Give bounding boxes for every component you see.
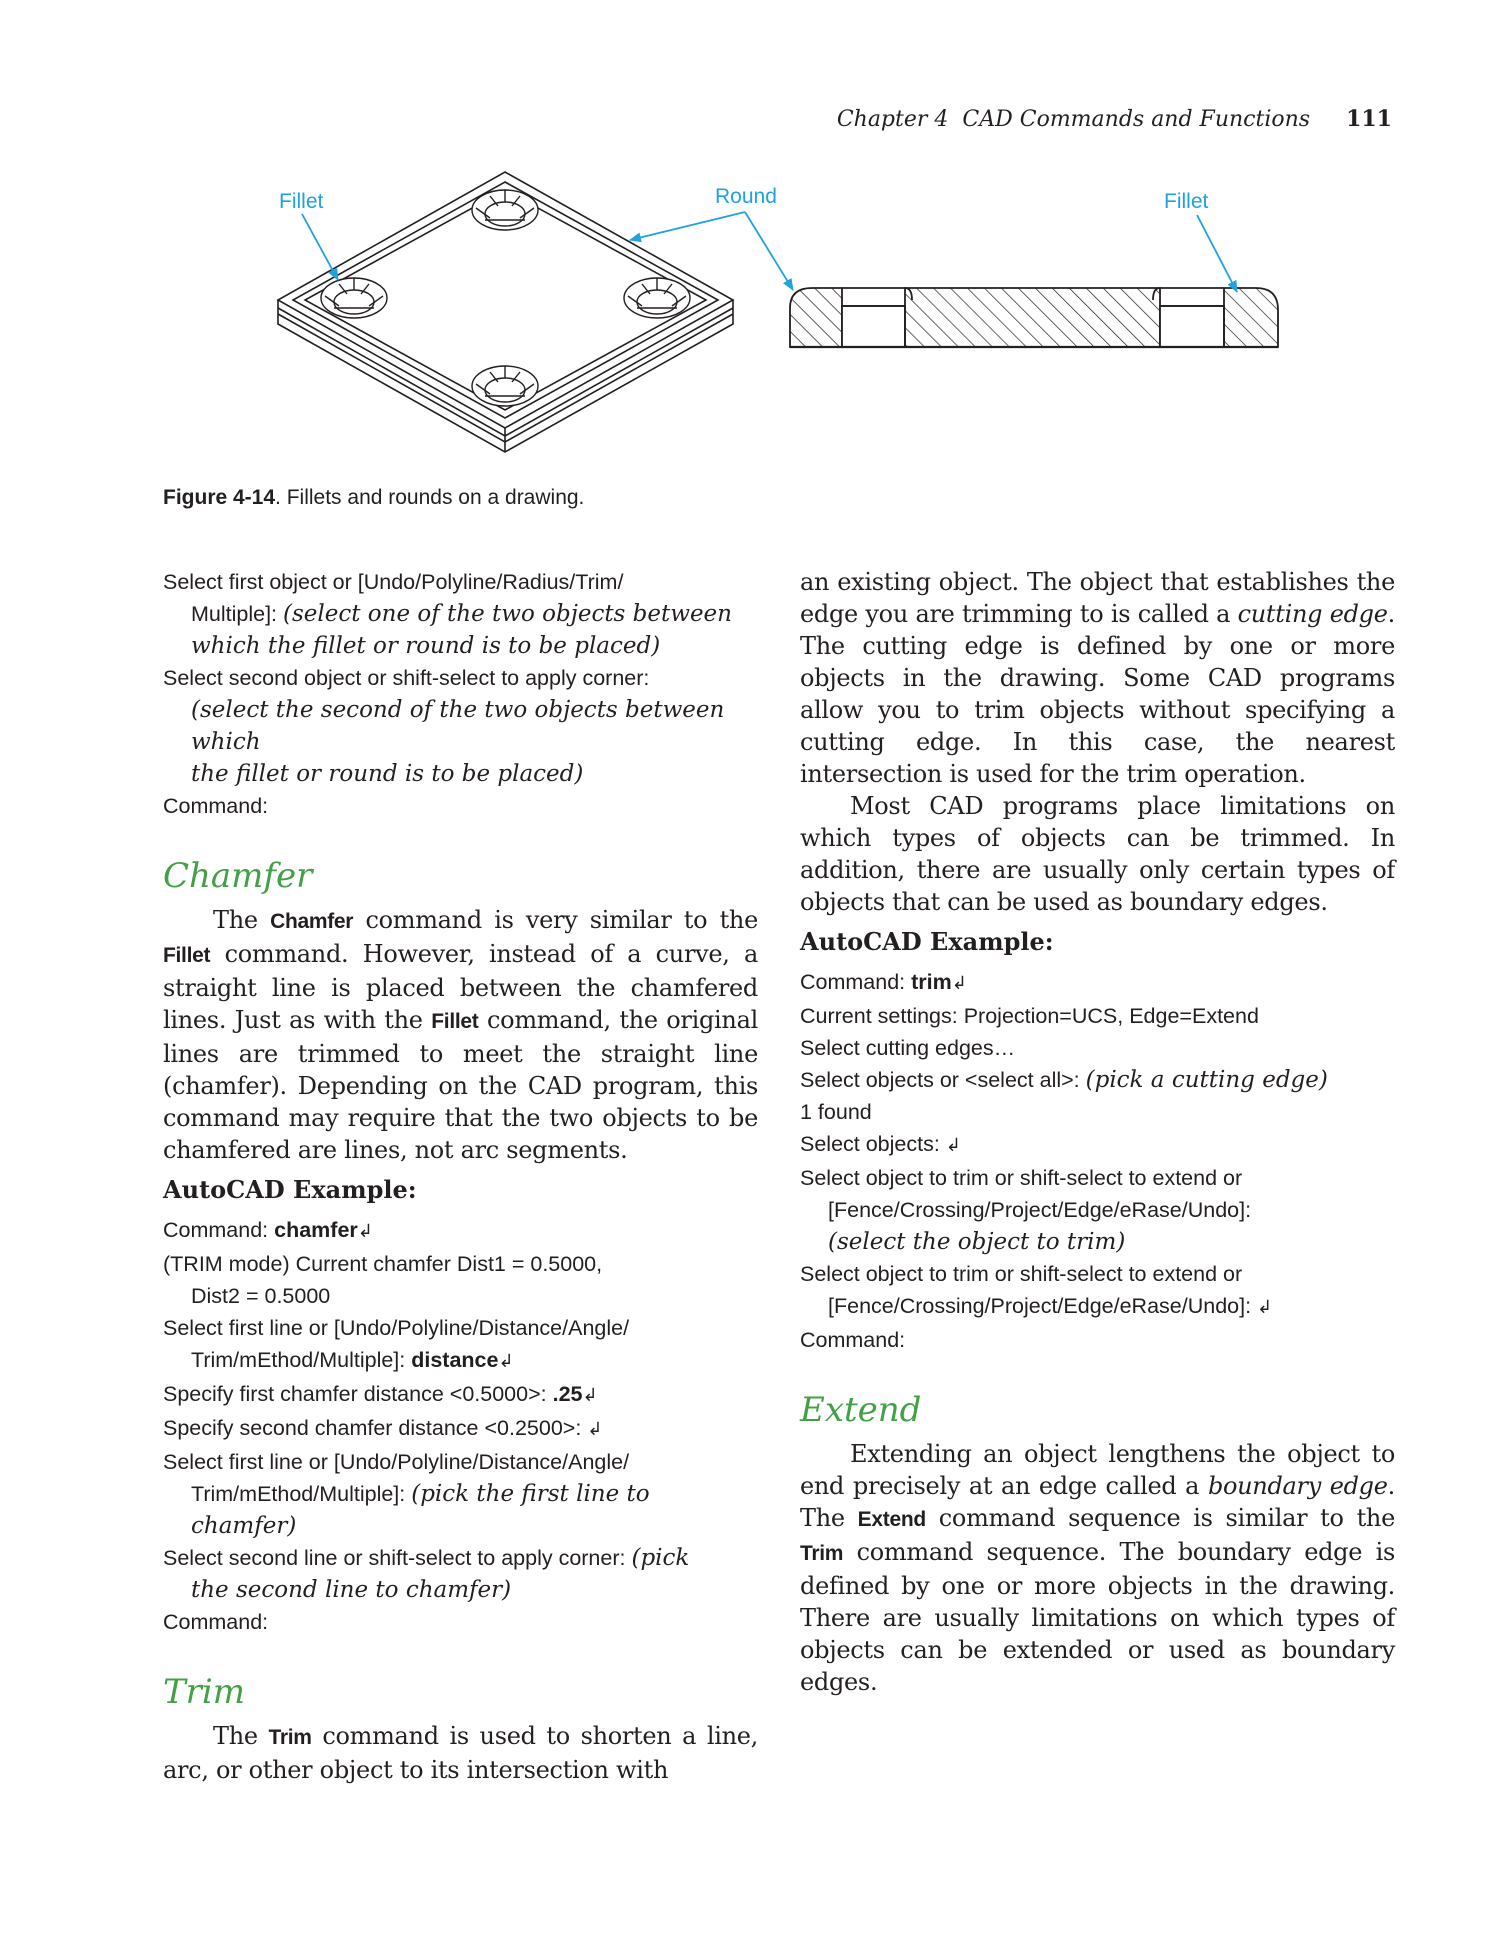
fillet-command-prompt [163, 566, 758, 822]
left-column [163, 566, 758, 1786]
chamfer-command-line [163, 1542, 758, 1574]
instruction-text: the second line to chamfer) [191, 1577, 512, 1603]
figure-4-14 [0, 0, 1502, 480]
prompt-text: (TRIM mode) Current chamfer Dist1 = 0.5000, [163, 1252, 603, 1276]
trim-command-line [800, 1290, 1395, 1324]
page-number: 111 [1346, 106, 1392, 132]
trim-command-sequence [800, 966, 1395, 1356]
prompt-text: Command: [800, 970, 912, 994]
chamfer-paragraph: The Chamfer command is very similar to the Fillet command. However, instead of a curve, a straight line is placed between the chamfered lines. Just as with the Fillet command, the original lines are trimmed to meet the straight line (chamfer). Depending on the CAD program, this command may require that the two objects to be chamfered are lines, not arc segments. [163, 906, 758, 1164]
callout-fillet-right: Fillet [1164, 190, 1209, 213]
instruction-text: (select the second of the two objects between which [191, 697, 725, 755]
enter-key-icon: ↲ [951, 973, 967, 994]
chamfer-command-line [163, 1280, 758, 1312]
figure-drawing [0, 0, 1502, 480]
instruction-text: (select the object to trim) [828, 1229, 1126, 1255]
trim-command-line [800, 1226, 1395, 1258]
callout-round: Round [715, 185, 777, 208]
chamfer-command-line [163, 1574, 758, 1606]
trim-command-line [800, 966, 1395, 1000]
user-input: distance [411, 1348, 499, 1372]
trim-limitations-paragraph: Most CAD programs place limitations on which types of objects can be trimmed. In addition, there are usually only certain types of objects that can be used as boundary edges. [800, 792, 1395, 916]
prompt-text: Multiple]: [191, 602, 284, 626]
section-view [790, 288, 1278, 347]
chamfer-command-line [163, 1214, 758, 1248]
enter-key-icon: ↲ [582, 1385, 598, 1406]
prompt-text: Trim/mEthod/Multiple]: [191, 1482, 412, 1506]
chamfer-heading: Chamfer [163, 856, 313, 896]
instruction-text: (pick [631, 1545, 690, 1571]
instruction-text: (pick the first line to [411, 1481, 650, 1507]
prompt-text: Dist2 = 0.5000 [191, 1284, 331, 1308]
trim-command-line [800, 1258, 1395, 1290]
trim-command-line [800, 1194, 1395, 1226]
chamfer-command-line [163, 1412, 758, 1446]
prompt-text: Select first object or [Undo/Polyline/Radius/Trim/ [163, 570, 624, 594]
prompt-text: Command: [163, 1218, 275, 1242]
prompt-text: Trim/mEthod/Multiple]: [191, 1348, 412, 1372]
trim-command-line [800, 1064, 1395, 1096]
instruction-text: (pick a cutting edge) [1085, 1067, 1328, 1093]
prompt-text: Select object to trim or shift-select to extend or [800, 1166, 1243, 1190]
chamfer-command-line [163, 1510, 758, 1542]
prompt-text: Command: [163, 794, 269, 818]
fillet-prompt-line [163, 662, 758, 694]
chamfer-command-line [163, 1248, 758, 1280]
enter-key-icon: ↲ [498, 1351, 514, 1372]
fillet-prompt-line [163, 566, 758, 598]
prompt-text: Select object to trim or shift-select to extend or [800, 1262, 1243, 1286]
chamfer-command-sequence [163, 1214, 758, 1638]
chapter-label: Chapter 4 [836, 107, 949, 132]
trim-paragraph-continued: an existing object. The object that establishes the edge you are trimming to is called a cutting edge. The cutting edge is defined by one or more objects in the drawing. Some CAD programs allow you to trim objects without specifying a cutting edge. In this case, the nearest intersection is used for the trim operation. [800, 568, 1395, 788]
instruction-text: (select one of the two objects between [283, 601, 732, 627]
hole-top [472, 190, 538, 230]
figure-caption [163, 486, 584, 510]
prompt-text: Select objects: [800, 1132, 946, 1156]
hole-left [321, 278, 387, 318]
prompt-text: Select second line or shift-select to apply corner: [163, 1546, 632, 1570]
instruction-text: which the fillet or round is to be placed) [191, 633, 661, 659]
trim-command-line [800, 1000, 1395, 1032]
fillet-prompt-line [163, 694, 758, 758]
enter-key-icon: ↲ [357, 1221, 373, 1242]
prompt-text: Select cutting edges… [800, 1036, 1016, 1060]
hole-right [624, 278, 690, 318]
caption-label: Figure 4-14 [163, 486, 276, 509]
user-input: .25 [552, 1382, 583, 1406]
chamfer-command-line [163, 1446, 758, 1478]
prompt-text: Command: [800, 1328, 906, 1352]
trim-paragraph: The Trim command is used to shorten a line, arc, or other object to its intersection with [163, 1722, 758, 1784]
prompt-text: Select objects or <select all>: [800, 1068, 1086, 1092]
trim-example-heading: AutoCAD Example: [800, 927, 1054, 956]
trim-command-line [800, 1096, 1395, 1128]
fillet-prompt-line [163, 598, 758, 630]
instruction-text: the fillet or round is to be placed) [191, 761, 584, 787]
fillet-prompt-line [163, 758, 758, 790]
prompt-text: Select second object or shift-select to apply corner: [163, 666, 650, 690]
trim-heading: Trim [163, 1672, 246, 1712]
chamfer-command-line [163, 1378, 758, 1412]
chamfer-command-line [163, 1344, 758, 1378]
trim-command-line [800, 1324, 1395, 1356]
fillet-prompt-line [163, 630, 758, 662]
chamfer-example-heading: AutoCAD Example: [163, 1175, 417, 1204]
chapter-title: CAD Commands and Functions [962, 107, 1311, 132]
chamfer-command-line [163, 1312, 758, 1344]
caption-text: . Fillets and rounds on a drawing. [275, 486, 585, 509]
extend-heading: Extend [800, 1390, 922, 1430]
instruction-text: chamfer) [191, 1513, 297, 1539]
prompt-text: Current settings: Projection=UCS, Edge=Extend [800, 1004, 1259, 1028]
chamfer-command-line [163, 1478, 758, 1510]
prompt-text: 1 found [800, 1100, 872, 1124]
fillet-prompt-line [163, 790, 758, 822]
user-input: chamfer [274, 1218, 358, 1242]
user-input: trim [911, 970, 952, 994]
hole-bottom [472, 366, 538, 406]
trim-command-line [800, 1032, 1395, 1064]
right-column [800, 566, 1395, 1698]
trim-command-line [800, 1162, 1395, 1194]
prompt-text: [Fence/Crossing/Project/Edge/eRase/Undo]: [828, 1198, 1252, 1222]
prompt-text: Specify first chamfer distance <0.5000>: [163, 1382, 553, 1406]
enter-key-icon: ↲ [945, 1135, 961, 1156]
prompt-text: [Fence/Crossing/Project/Edge/eRase/Undo]: [828, 1294, 1258, 1318]
prompt-text: Command: [163, 1610, 269, 1634]
callout-fillet-left: Fillet [279, 190, 324, 213]
prompt-text: Select first line or [Undo/Polyline/Distance/Angle/ [163, 1316, 630, 1340]
prompt-text: Select first line or [Undo/Polyline/Distance/Angle/ [163, 1450, 630, 1474]
chamfer-command-line [163, 1606, 758, 1638]
trim-command-line [800, 1128, 1395, 1162]
prompt-text: Specify second chamfer distance <0.2500>: [163, 1416, 588, 1440]
enter-key-icon: ↲ [587, 1419, 603, 1440]
enter-key-icon: ↲ [1257, 1297, 1273, 1318]
extend-paragraph: Extending an object lengthens the object to end precisely at an edge called a boundary edge. The Extend command sequence is similar to the Trim command sequence. The boundary edge is defined by one or more objects in the drawing. There are usually limitations on which types of objects can be extended or used as boundary edges. [800, 1440, 1395, 1696]
